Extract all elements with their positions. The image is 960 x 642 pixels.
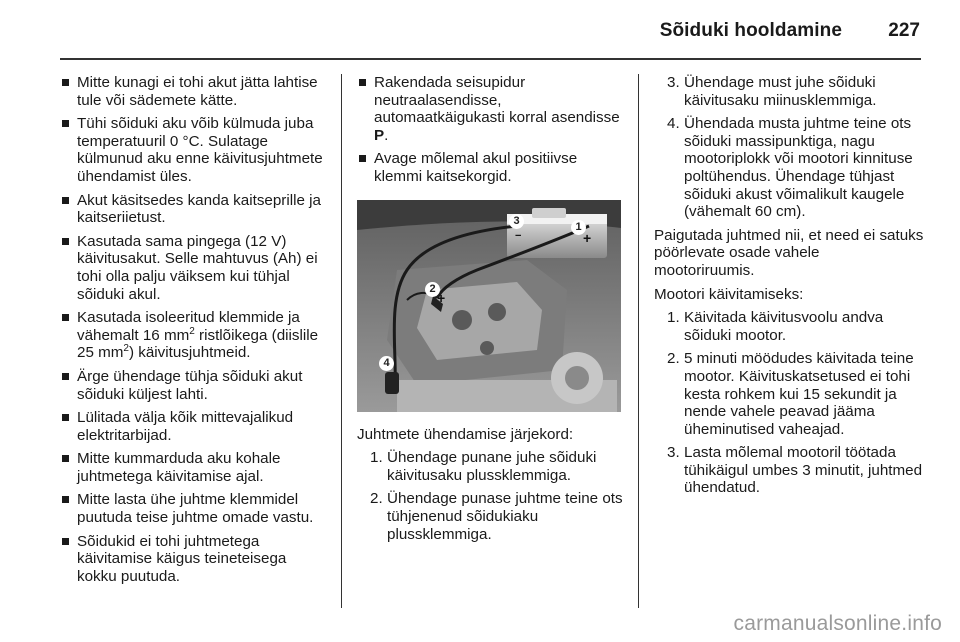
bullet-item-cable-spec: Kasutada isoleeritud klemmide ja vähemalt 16 $mm^2$ ristlõikega (diislile 25 $mm^2$) käivitusjuhtmeid. bbox=[60, 309, 328, 362]
callout-3: 3 bbox=[509, 214, 524, 229]
bullet-item: Sõidukid ei tohi juhtmetega käivitamise käigus teineteisega kokku puutuda. bbox=[60, 533, 328, 586]
list-item: 1. Käivitada käivitusvoolu andva sõiduki mootor. bbox=[667, 309, 884, 344]
callout-1: 1 bbox=[571, 220, 586, 235]
bullet-item: Mitte lasta ühe juhtme klemmidel puutuda teise juhtme omade vastu. bbox=[60, 491, 328, 526]
list-item: 3. Ühendage must juhe sõiduki käivitusaku miinusklemmiga. bbox=[667, 74, 877, 109]
column-2 bbox=[357, 74, 623, 549]
column-3 bbox=[654, 74, 924, 503]
list-item: 2. Ühendage punase juhtme teine ots tühjenenud sõidukiaku plussklemmiga. bbox=[370, 490, 623, 543]
page-title: Sõiduki hooldamine bbox=[659, 20, 842, 41]
bullet-item: Lülitada välja kõik mittevajalikud elektritarbijad. bbox=[60, 409, 328, 444]
header-divider bbox=[60, 58, 921, 60]
list-item: 1. Ühendage punane juhe sõiduki käivitusaku plussklemmiga. bbox=[370, 449, 597, 484]
watermark-link[interactable]: carmanualsonline.info bbox=[733, 612, 942, 635]
plus-symbol: + bbox=[437, 289, 446, 306]
list-item: 2. 5 minuti möödudes käivitada teine mootor. Käivituskatsetused ei tohi kesta rohkem kui 15 sekundit ja nende vahele peavad jääma üheminutised vaheajad. bbox=[667, 350, 914, 438]
bullet-item: Ärge ühendage tühja sõiduki akut sõiduki küljest lahti. bbox=[60, 368, 328, 403]
page-number: 227 bbox=[888, 20, 920, 41]
paragraph: Paigutada juhtmed nii, et need ei satuks pöörlevate osade vahele mootoriruumis. bbox=[654, 226, 924, 279]
jump-start-illustration bbox=[357, 200, 621, 412]
paragraph: Mootori käivitamiseks: bbox=[654, 285, 804, 303]
bullet-item: Kasutada sama pingega (12 V) käivitusakut. Selle mahtuvus (Ah) ei tohi olla palju väiksem kui tühjal sõiduki akul. bbox=[60, 233, 328, 303]
bullet-item: Avage mõlemal akul positiivse klemmi kaitsekorgid. bbox=[357, 150, 623, 185]
column-divider-2 bbox=[638, 74, 639, 608]
bullet-item: Akut käsitsedes kanda kaitseprille ja kaitseriietust. bbox=[60, 192, 328, 227]
minus-symbol: − bbox=[515, 229, 522, 242]
column-divider-1 bbox=[341, 74, 342, 608]
bullet-item: Mitte kummarduda aku kohale juhtmetega käivitamise ajal. bbox=[60, 450, 328, 485]
column-1 bbox=[60, 74, 328, 591]
callout-4: 4 bbox=[379, 356, 394, 371]
list-item: 3. Lasta mõlemal mootoril töötada tühikäigul umbes 3 minutit, juhtmed ühendatud. bbox=[667, 444, 923, 497]
bullet-item-parking-brake: Rakendada seisupidur neutraalasendisse, automaatkäigukasti korral asendisse P. bbox=[357, 74, 623, 144]
bullet-item: Mitte kunagi ei tohi akut jätta lahtise tule või sädemete kätte. bbox=[60, 74, 328, 109]
bullet-item: Tühi sõiduki aku võib külmuda juba temperatuuril 0 °C. Sulatage külmunud aku enne käivitusjuhtmete ühendamist üles. bbox=[60, 115, 328, 185]
connection-order-intro: Juhtmete ühendamise järjekord: bbox=[357, 425, 574, 443]
plus-symbol: + bbox=[583, 229, 592, 246]
callout-2: 2 bbox=[425, 282, 440, 297]
list-item: 4. Ühendada musta juhtme teine ots sõiduki massipunktiga, nagu mootoriplokk või mootori kinnituse poltühendus. Ühendage tühjast sõiduki akust võimalikult kaugele (vähemalt 60 cm). bbox=[667, 115, 913, 221]
page-header bbox=[0, 0, 960, 62]
